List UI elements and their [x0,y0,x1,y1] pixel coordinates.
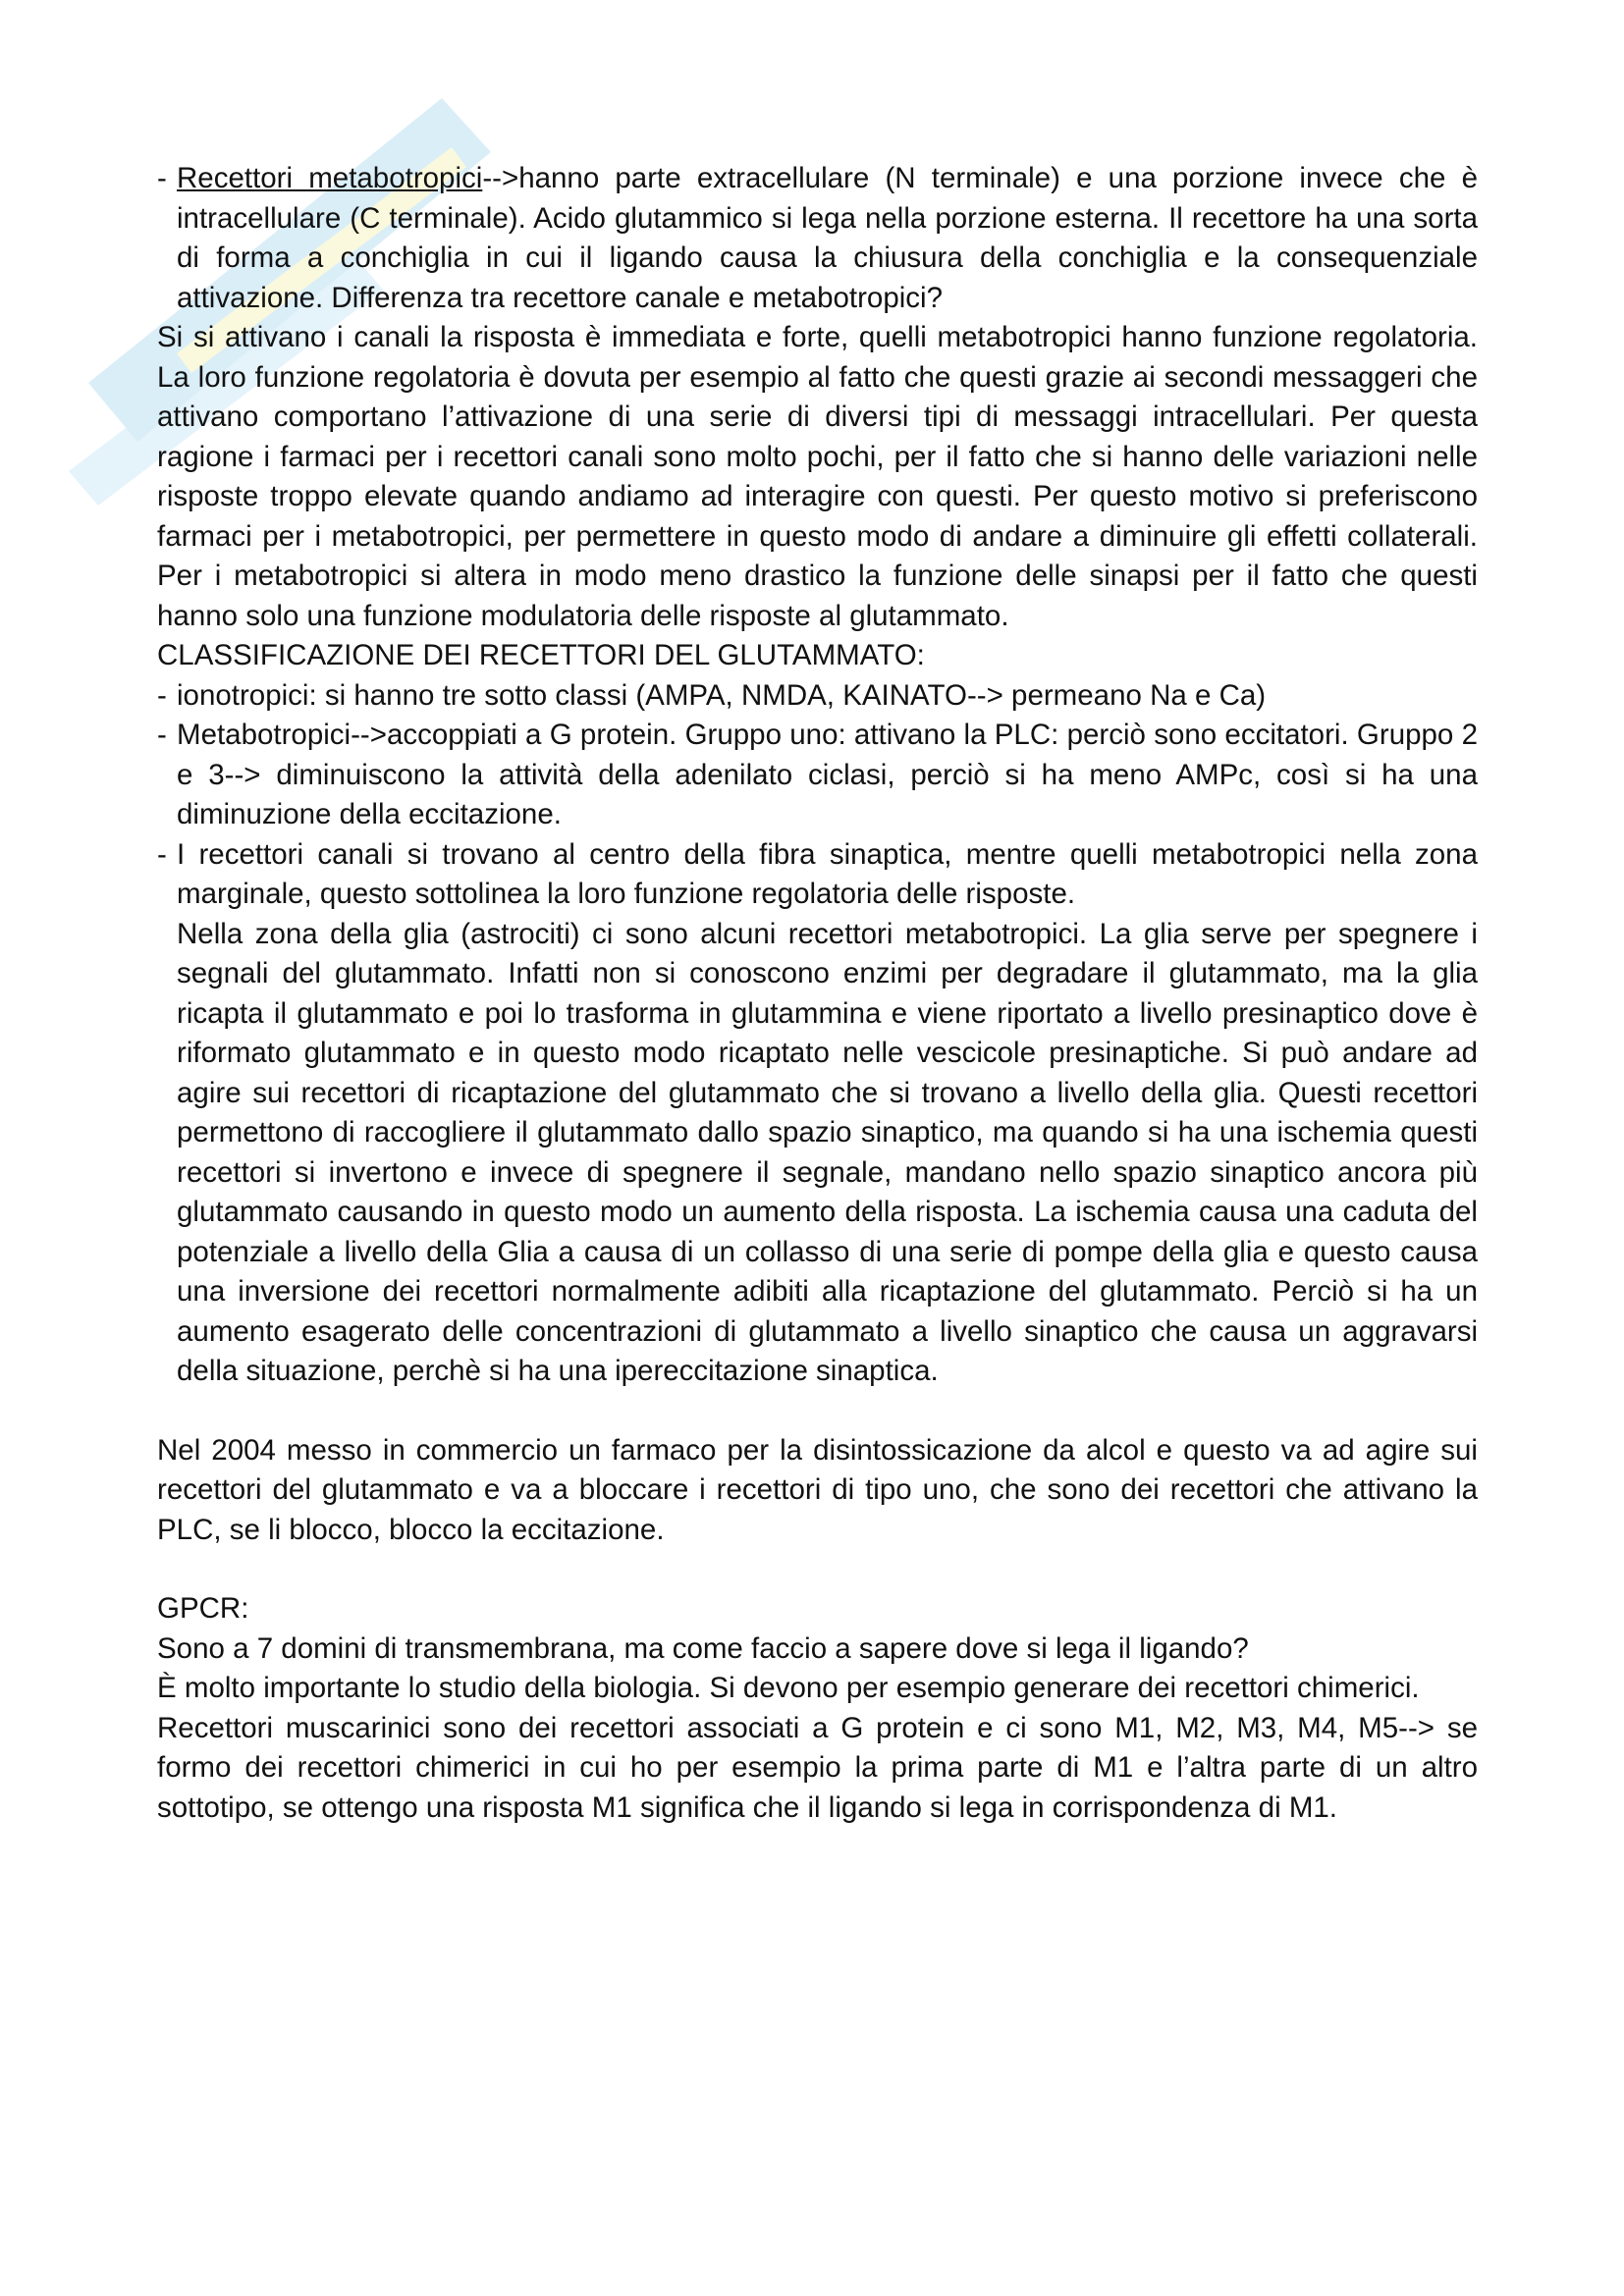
paragraph-2004-drug: Nel 2004 messo in commercio un farmaco per la disintossicazione da alcol e questo va ad agire sui recettori del glutammato e va a bloccare i recettori di tipo uno, che sono dei recettori che attivano la PLC, se li blocco, blocco la eccitazione. [157,1433,1478,1546]
gpcr-heading: GPCR: [157,1592,249,1625]
bullet-location [157,835,1478,915]
list-dash: - [157,162,167,194]
gpcr-question: Sono a 7 domini di transmembrana, ma come faccio a sapere dove si lega il ligando? [157,1631,1249,1665]
bullet-text: I recettori canali si trovano al centro della fibra sinaptica, mentre quelli metabotropici nella zona marginale, questo sottolinea la loro funzione regolatoria delle risposte. [177,837,1478,910]
bullet-metabotropic [157,716,1478,835]
list-dash: - [157,678,167,712]
classification-heading: CLASSIFICAZIONE DEI RECETTORI DEL GLUTAMMATO: [157,639,925,671]
spacer [157,1392,1478,1431]
gpcr-muscarinic: Recettori muscarinici sono dei recettori associati a G protein e ci sono M1, M2, M3, M4, M5--> se formo dei recettori chimerici in cui ho per esempio la prima parte di M1 e l’altra parte di un altro sottotipo, se ottengo una risposta M1 significa che il ligando si lega in corrispondenza di M1. [157,1711,1478,1824]
spacer [157,1550,1478,1589]
gpcr-biology: È molto importante lo studio della biologia. Si devono per esempio generare dei recettori chimerici. [157,1672,1420,1704]
term-recettori-metabotropici: Recettori metabotropici [177,162,483,194]
list-dash: - [157,719,167,751]
bullet-text: ionotropici: si hanno tre sotto classi (AMPA, NMDA, KAINATO--> permeano Na e Ca) [177,678,1267,712]
list-item-metabotropic [157,159,1478,318]
paragraph-channels-vs-metabotropic: Si si attivano i canali la risposta è immediata e forte, quelli metabotropici hanno funzione regolatoria. La loro funzione regolatoria è dovuta per esempio al fatto che questi grazie ai secondi messaggeri che attivano comportano l’attivazione di una serie di diversi tipi di messaggi intracellulari. Per questa ragione i farmaci per i recettori canali sono molto pochi, per il fatto che si hanno delle variazioni nelle risposte troppo elevate quando andiamo ad interagire con questi. Per questo motivo si preferiscono farmaci per i metabotropici, per permettere in questo modo di andare a diminuire gli effetti collaterali. Per i metabotropici si altera in modo meno drastico la funzione delle sinapsi per il fatto che questi hanno solo una funzione modulatoria delle risposte al glutammato. [157,321,1478,632]
bullet-text: Metabotropici-->accoppiati a G protein. Gruppo uno: attivano la PLC: perciò sono eccitatori. Gruppo 2 e 3--> diminuiscono la attività della adenilato ciclasi, perciò si ha meno AMPc, così si ha una diminuzione della eccitazione. [177,719,1478,830]
list-item-text: -->hanno parte extracellulare (N terminale) e una porzione invece che è intracellulare (C terminale). Acido glutammico si lega nella porzione esterna. Il recettore ha una sorta di forma a conchiglia in cui il ligando causa la chiusura della conchiglia e la consequenziale attivazione. Differenza tra recettore canale e metabotropici? [177,162,1479,314]
bullet-ionotropic [157,676,1478,717]
document-body [157,159,1478,1828]
paragraph-glia: Nella zona della glia (astrociti) ci sono alcuni recettori metabotropici. La glia serve per spegnere i segnali del glutammato. Infatti non si conoscono enzimi per degradare il glutammato, ma la glia ricapta il glutammato e poi lo trasforma in glutammina e viene riportato a livello presinaptico dove è riformato glutammato e in questo modo ricaptato nelle vescicole presinaptiche. Si può andare ad agire sui recettori di ricaptazione del glutammato che si trovano a livello della glia. Questi recettori permettono di raccogliere il glutammato dallo spazio sinaptico, ma quando si ha una ischemia questi recettori si invertono e invece di spegnere il segnale, mandano nello spazio sinaptico ancora più glutammato causando in questo modo un aumento della risposta. La ischemia causa una caduta del potenziale a livello della Glia a causa di un collasso di una serie di pompe della glia e questo causa una inversione dei recettori normalmente adibiti alla ricaptazione del glutammato. Perciò si ha un aumento esagerato delle concentrazioni di glutammato a livello sinaptico che causa un aggravarsi della situazione, perchè si ha una ipereccitazione sinaptica. [177,917,1478,1387]
list-dash: - [157,837,167,871]
